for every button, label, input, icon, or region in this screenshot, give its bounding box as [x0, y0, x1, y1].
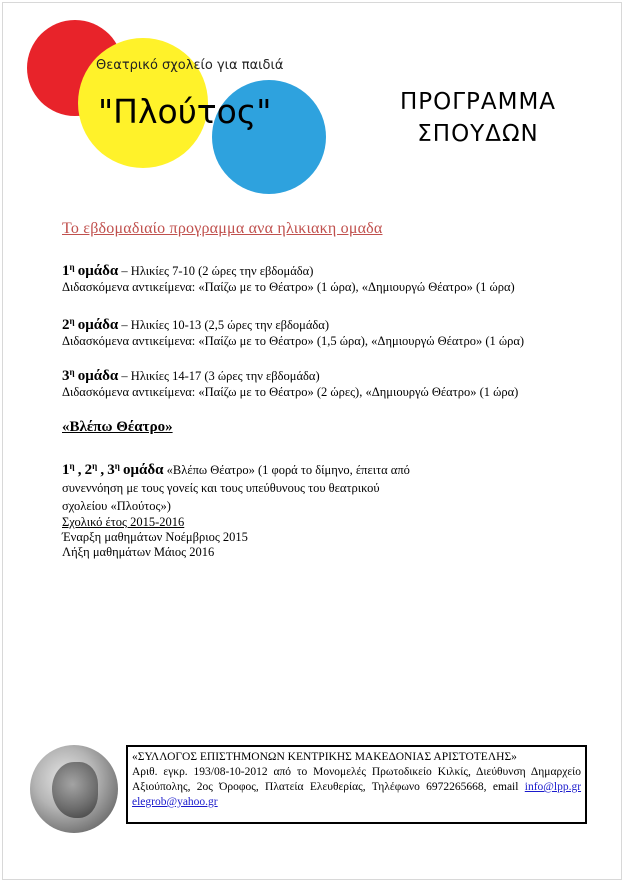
group-3-header [62, 367, 518, 385]
footer-box [126, 745, 587, 824]
lessons-end: Λήξη μαθημάτων Μάιος 2016 [62, 545, 215, 559]
vlepo-group-2: 2 [84, 462, 93, 479]
program-title-line1: ΠΡΟΓΡΑΜΜΑ [399, 89, 557, 115]
group-3-subjects: Διδασκόμενα αντικείμενα: «Παίζω με το Θέατρο» (2 ώρες), «Δημιουργώ Θέατρο» (1 ώρα) [62, 385, 519, 400]
footer-details: Αριθ. εγκρ. 193/08-10-2012 από το Μονομελές Πρωτοδικείο Κιλκίς, Διεύθυνση Δημαρχείο Αξιούπολης, 2ος Όροφος, Πλατεία Ελευθερίας, Τηλέφωνο 6972265668, [132, 766, 581, 793]
footer-org: «ΣΥΛΛΟΓΟΣ ΕΠΙΣΤΗΜΟΝΩΝ ΚΕΝΤΡΙΚΗΣ ΜΑΚΕΔΟΝΙΑΣ ΑΡΙΣΤΟΤΕΛΗΣ» [132, 751, 517, 763]
section-heading: Το εβδομαδιαίο προγραμμα ανα ηλικιακη ομαδα [62, 220, 383, 237]
vlepo-group-name: ομάδα [123, 462, 164, 479]
group-1-name: ομάδα [77, 263, 119, 280]
group-2-info: – Ηλικίες 10-13 (2,5 ώρες την εβδομάδα) [118, 318, 330, 333]
school-year: Σχολικό έτος 2015-2016 [62, 515, 185, 529]
footer-email-label: email [492, 781, 519, 793]
program-title [392, 86, 564, 150]
vlepo-sup-2: η [92, 461, 98, 471]
group-1-header [62, 262, 515, 280]
lessons-start: Έναρξη μαθημάτων Νοέμβριος 2015 [62, 530, 248, 544]
email-link-info[interactable]: info@lpp.gr [524, 781, 582, 793]
group-2-name: ομάδα [77, 317, 119, 334]
logo-subtitle: Θεατρικό σχολείο για παιδιά [96, 58, 284, 73]
vlepo-theatro-heading: «Βλέπω Θέατρο» [62, 419, 173, 435]
vlepo-group-1: 1 [62, 462, 70, 479]
group-1-subjects: Διδασκόμενα αντικείμενα: «Παίζω με το Θέατρο» (1 ώρα), «Δημιουργώ Θέατρο» (1 ώρα) [62, 280, 515, 295]
group-1-info: – Ηλικίες 7-10 (2 ώρες την εβδομάδα) [118, 264, 314, 279]
logo-name: "Πλούτος" [98, 92, 272, 131]
group-1-number: 1 [62, 263, 70, 280]
group-2-subjects: Διδασκόμενα αντικείμενα: «Παίζω με το Θέατρο» (1,5 ώρα), «Δημιουργώ Θέατρο» (1 ώρα) [62, 334, 525, 349]
group-2-sup: η [69, 316, 75, 326]
vlepo-sup-3: η [114, 461, 120, 471]
coin-head-icon [52, 762, 98, 818]
group-1-sup: η [69, 262, 75, 272]
group-3-name: ομάδα [77, 368, 119, 385]
group-2-header [62, 316, 524, 334]
group-3-number: 3 [62, 368, 70, 385]
group-3 [62, 367, 518, 400]
vlepo-text: «Βλέπω Θέατρο» (1 φορά το δίμηνο, έπειτα από συνεννόηση με τους γονείς και τους υπεύθυνους του θεατρικού σχολείου «Πλούτος») [62, 463, 410, 514]
email-link-elegrob[interactable]: elegrob@yahoo.gr [132, 796, 218, 808]
footer-details-block [132, 765, 581, 810]
dates-block [62, 515, 248, 560]
group-2 [62, 316, 524, 349]
all-groups-paragraph: $1^\eta$ , $2^\eta$ , $3^\eta$ ομάδα «Βλέπω Θέατρο» (1 φορά το δίμηνο, έπειτα από συνεννόηση με τους γονείς και τους υπεύθυνους του θεατρικού σχολείου «Πλούτος») [62, 461, 410, 514]
program-title-line2: ΣΠΟΥΔΩΝ [417, 121, 539, 147]
group-3-sup: η [69, 367, 75, 377]
vlepo-sup-1: η [69, 461, 75, 471]
group-2-number: 2 [62, 317, 70, 334]
group-1 [62, 262, 515, 295]
group-3-info: – Ηλικίες 14-17 (3 ώρες την εβδομάδα) [118, 369, 320, 384]
vlepo-group-3: 3 [107, 462, 115, 479]
